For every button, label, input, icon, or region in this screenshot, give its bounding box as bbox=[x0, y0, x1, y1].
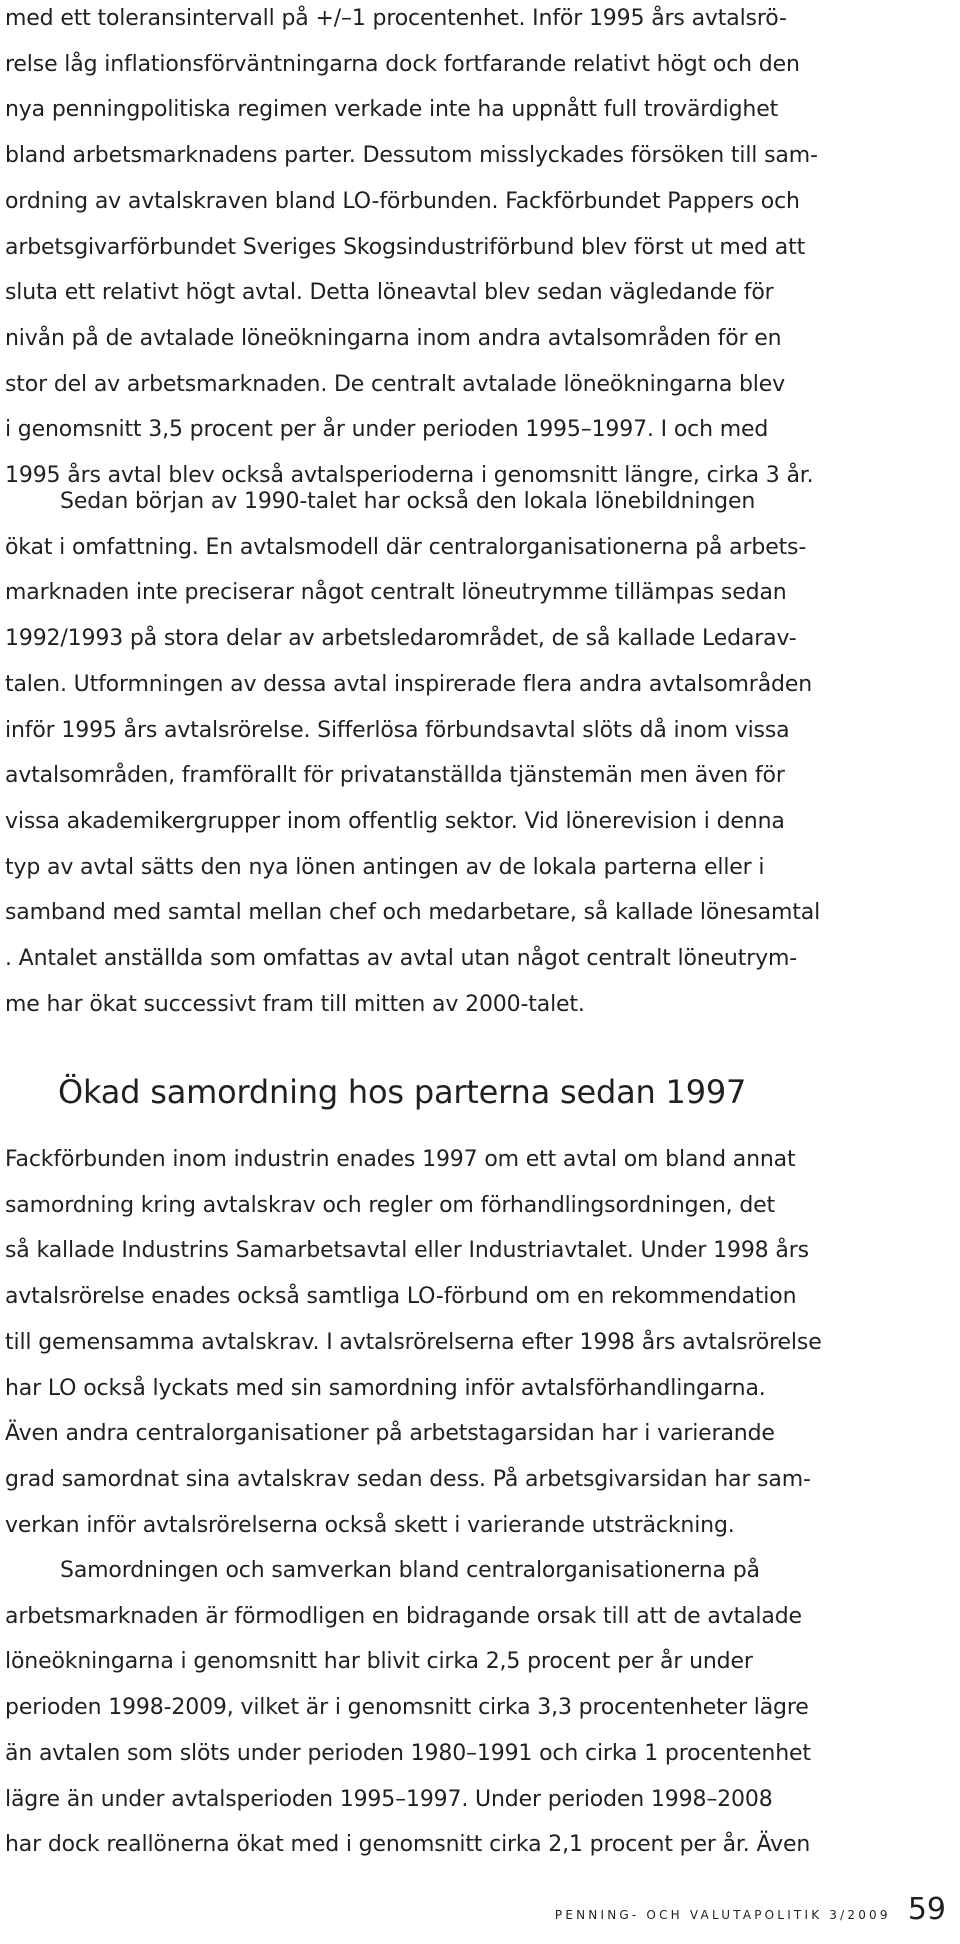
text-line: lägre än under avtalsperioden 1995–1997. Under perioden 1998–2008 bbox=[5, 1786, 773, 1812]
text-line: talen. Utformningen av dessa avtal inspirerade flera andra avtalsområden bbox=[5, 671, 813, 697]
text-line: har LO också lyckats med sin samordning inför avtalsförhandlingarna. bbox=[5, 1375, 766, 1401]
text-line: grad samordnat sina avtalskrav sedan dess. På arbetsgivarsidan har sam- bbox=[5, 1466, 811, 1492]
text-line: perioden 1998-2009, vilket är i genomsnitt cirka 3,3 procentenheter lägre bbox=[5, 1695, 809, 1721]
text-line: stor del av arbetsmarknaden. De centralt avtalade löneökningarna blev bbox=[5, 371, 786, 397]
text-line: ordning av avtalskraven bland LO-förbunden. Fackförbundet Pappers och bbox=[5, 188, 800, 214]
text-line: marknaden inte preciserar något centralt löneutrymme tillämpas sedan bbox=[5, 580, 787, 606]
text-line: samordning kring avtalskrav och regler om förhandlingsordningen, det bbox=[5, 1192, 776, 1218]
text-line: sluta ett relativt högt avtal. Detta löneavtal blev sedan vägledande för bbox=[5, 280, 774, 306]
text-line: Fackförbunden inom industrin enades 1997 om ett avtal om bland annat bbox=[5, 1147, 796, 1172]
paragraph-3 bbox=[5, 1137, 905, 1548]
paragraph-4 bbox=[5, 1548, 905, 1868]
text-line: så kallade Industrins Samarbetsavtal eller Industriavtalet. Under 1998 års bbox=[5, 1238, 809, 1264]
text-line: me har ökat successivt fram till mitten av 2000-talet. bbox=[5, 991, 585, 1017]
text-line: . Antalet anställda som omfattas av avtal utan något centralt löneutrym- bbox=[5, 946, 798, 972]
text-line: 1992/1993 på stora delar av arbetsledarområdet, de så kallade Ledarav- bbox=[5, 626, 797, 652]
text-line: inför 1995 års avtalsrörelse. Sifferlösa förbundsavtal slöts då inom vissa bbox=[5, 717, 790, 743]
text-line: arbetsmarknaden är förmodligen en bidragande orsak till att de avtalade bbox=[5, 1603, 802, 1629]
text-line: i genomsnitt 3,5 procent per år under perioden 1995–1997. I och med bbox=[5, 417, 769, 443]
text-line: typ av avtal sätts den nya lönen antingen av de lokala parterna eller i bbox=[5, 854, 765, 880]
paragraph-2 bbox=[5, 479, 905, 1027]
text-line: relse låg inflationsförväntningarna dock fortfarande relativt högt och den bbox=[5, 51, 800, 77]
text-line: med ett toleransintervall på +/–1 procentenhet. Inför 1995 års avtalsrö- bbox=[5, 6, 787, 31]
text-line: 1995 års avtal blev också avtalsperioderna i genomsnitt längre, cirka 3 år. bbox=[5, 463, 814, 489]
text-line: Även andra centralorganisationer på arbetstagarsidan har i varierande bbox=[5, 1421, 775, 1447]
paragraph-1 bbox=[5, 0, 905, 499]
text-line: nivån på de avtalade löneökningarna inom andra avtalsområden för en bbox=[5, 325, 782, 351]
text-line: avtalsrörelse enades också samtliga LO-förbund om en rekommendation bbox=[5, 1284, 797, 1310]
text-line: till gemensamma avtalskrav. I avtalsrörelserna efter 1998 års avtalsrörelse bbox=[5, 1329, 822, 1355]
text-line: avtalsområden, framförallt för privatanställda tjänstemän men även för bbox=[5, 763, 785, 789]
text-line: Samordningen och samverkan bland centralorganisationerna på bbox=[60, 1558, 760, 1583]
text-line: vissa akademikergrupper inom offentlig sektor. Vid lönerevision i denna bbox=[5, 808, 785, 834]
text-line: samband med samtal mellan chef och medarbetare, så kallade lönesamtal bbox=[5, 900, 821, 926]
text-line: än avtalen som slöts under perioden 1980–1991 och cirka 1 procentenhet bbox=[5, 1740, 811, 1766]
text-line: har dock reallönerna ökat med i genomsnitt cirka 2,1 procent per år. Även bbox=[5, 1832, 811, 1858]
text-line: verkan inför avtalsrörelserna också skett i varierande utsträckning. bbox=[5, 1512, 735, 1538]
section-heading: Ökad samordning hos parterna sedan 1997 bbox=[58, 1073, 747, 1111]
text-line: ökat i omfattning. En avtalsmodell där centralorganisationerna på arbets- bbox=[5, 534, 807, 560]
page-number: 59 bbox=[907, 1892, 946, 1927]
page-footer bbox=[555, 1892, 946, 1932]
text-line: arbetsgivarförbundet Sveriges Skogsindustriförbund blev först ut med att bbox=[5, 234, 806, 260]
text-line: nya penningpolitiska regimen verkade inte ha uppnått full trovärdighet bbox=[5, 97, 779, 123]
running-head: PENNING- OCH VALUTAPOLITIK 3/2009 bbox=[554, 1908, 891, 1922]
text-line: bland arbetsmarknadens parter. Dessutom misslyckades försöken till sam- bbox=[5, 143, 818, 169]
text-line: Sedan början av 1990-talet har också den lokala lönebildningen bbox=[60, 489, 756, 514]
text-line: löneökningarna i genomsnitt har blivit cirka 2,5 procent per år under bbox=[5, 1649, 753, 1675]
